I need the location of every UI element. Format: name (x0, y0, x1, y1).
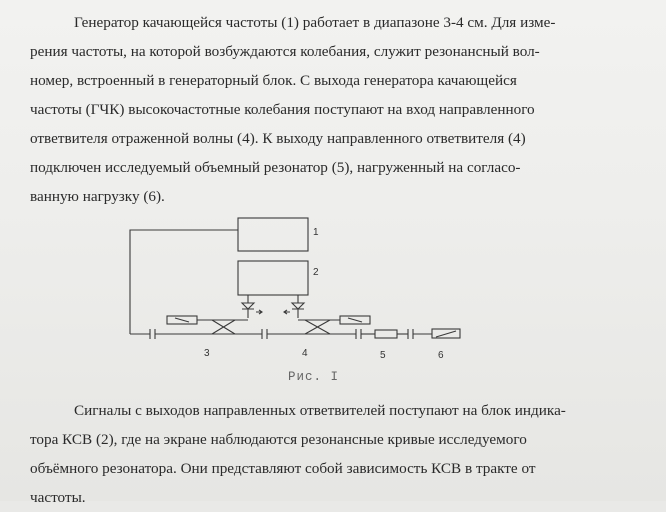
text-line: тора КСВ (2), где на экране наблюдаются резонансные кривые исследуемого (30, 431, 527, 448)
coupler-3-body (197, 320, 248, 334)
generator-block (238, 218, 308, 251)
text-line: объёмного резонатора. Они представляют собой зависимость КСВ в тракте от (30, 460, 536, 477)
indicator-block (238, 261, 308, 295)
text-line: Генератор качающейся частоты (1) работает в диапазоне 3-4 см. Для изме- (74, 14, 556, 31)
label-coupler-3: 3 (204, 348, 210, 359)
feed-line (130, 230, 238, 334)
detector-left (242, 303, 254, 318)
text-line: частоты (ГЧК) высокочастотные колебания поступают на вход направленного (30, 101, 535, 118)
detector-right (292, 303, 304, 318)
text-line: номер, встроенный в генераторный блок. С выхода генератора качающейся (30, 72, 517, 89)
label-block-1: 1 (313, 227, 319, 238)
coupler-4-body (298, 320, 340, 334)
text-line: ванную нагрузку (6). (30, 188, 165, 205)
resonator-5 (375, 330, 397, 338)
label-block-2: 2 (313, 267, 319, 278)
label-coupler-4: 4 (302, 348, 308, 359)
label-resonator-5: 5 (380, 350, 386, 361)
text-line: рения частоты, на которой возбуждаются колебания, служит резонансный вол- (30, 43, 540, 60)
paragraph-signals (30, 396, 640, 512)
text-line: Сигналы с выходов направленных ответвителей поступают на блок индика- (74, 402, 566, 419)
figure-caption: Рис. I (288, 370, 340, 384)
text-line: подключен исследуемый объемный резонатор (5), нагруженный на согласо- (30, 159, 521, 176)
text-line: частоты. (30, 489, 86, 506)
label-load-6: 6 (438, 350, 444, 361)
text-line: ответвителя отраженной волны (4). К выходу направленного ответвителя (4) (30, 130, 526, 147)
